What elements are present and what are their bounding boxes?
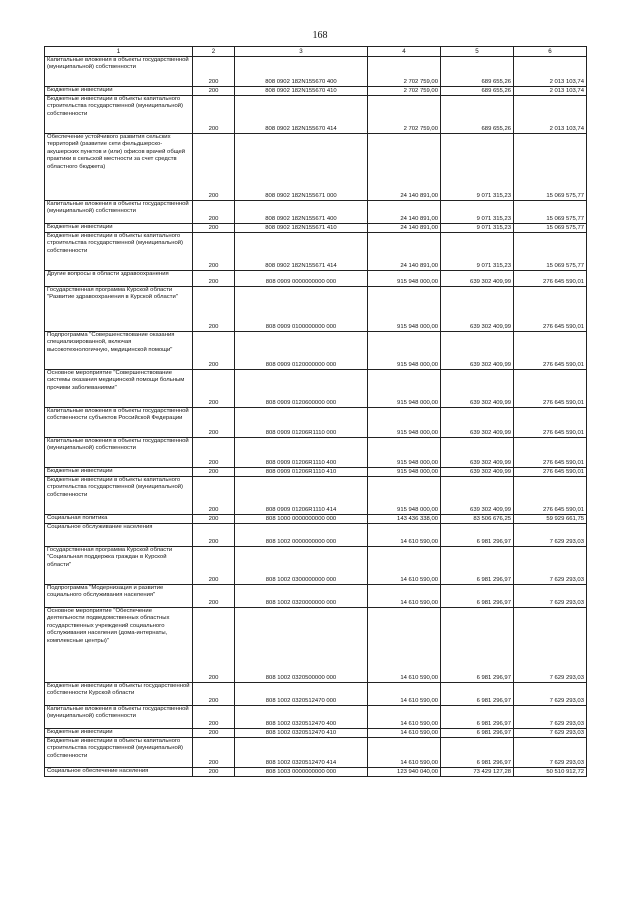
row-plan-cell: 14 610 590,00 [368, 547, 441, 585]
row-remainder-cell: 50 510 912,72 [514, 768, 587, 777]
table-row [45, 332, 587, 370]
table-row [45, 287, 587, 332]
row-ved-cell: 200 [193, 738, 235, 768]
row-remainder-cell: 7 629 293,03 [514, 547, 587, 585]
table-row [45, 738, 587, 768]
table-row [45, 608, 587, 683]
row-code-cell: 808 1002 0320512470 000 [235, 683, 368, 706]
row-ved-cell: 200 [193, 201, 235, 224]
row-name-cell: Другие вопросы в области здравоохранения [45, 271, 193, 287]
row-name-cell: Бюджетные инвестиции в объекты капитального строительства государственной (муниципальной) собственности [45, 477, 193, 515]
row-name-cell: Подпрограмма "Модернизация и развитие социального обслуживания населения" [45, 585, 193, 608]
row-executed-cell: 6 981 296,97 [441, 738, 514, 768]
row-executed-cell: 9 071 315,23 [441, 233, 514, 271]
row-name-cell: Обеспечение устойчивого развития сельских территорий (развитие сети фельдшерско-акушерских пунктов и (или) офисов врачей общей практики в сельской местности за счет средств областного бюджета) [45, 134, 193, 201]
column-header: 2 [193, 47, 235, 57]
row-ved-cell: 200 [193, 524, 235, 547]
row-plan-cell: 14 610 590,00 [368, 585, 441, 608]
row-remainder-cell: 2 013 103,74 [514, 96, 587, 134]
row-remainder-cell: 276 645 590,01 [514, 271, 587, 287]
row-code-cell: 808 1000 0000000000 000 [235, 515, 368, 524]
table-row [45, 271, 587, 287]
row-plan-cell: 915 948 000,00 [368, 332, 441, 370]
row-code-cell: 808 0902 182N155671 414 [235, 233, 368, 271]
row-name-cell: Социальное обеспечение населения [45, 768, 193, 777]
row-code-cell: 808 0909 0000000000 000 [235, 271, 368, 287]
column-header: 3 [235, 47, 368, 57]
row-name-cell: Бюджетные инвестиции в объекты капитального строительства государственной (муниципальной) собственности [45, 738, 193, 768]
column-header: 1 [45, 47, 193, 57]
column-header: 6 [514, 47, 587, 57]
row-plan-cell: 2 702 759,00 [368, 87, 441, 96]
table-row [45, 729, 587, 738]
row-plan-cell: 915 948 000,00 [368, 477, 441, 515]
row-remainder-cell: 276 645 590,01 [514, 477, 587, 515]
row-ved-cell: 200 [193, 224, 235, 233]
row-executed-cell: 689 655,26 [441, 96, 514, 134]
table-row [45, 585, 587, 608]
row-ved-cell: 200 [193, 585, 235, 608]
row-executed-cell: 639 302 409,99 [441, 477, 514, 515]
row-name-cell: Бюджетные инвестиции [45, 468, 193, 477]
row-code-cell: 808 1002 0320512470 410 [235, 729, 368, 738]
table-row [45, 477, 587, 515]
row-remainder-cell: 7 629 293,03 [514, 524, 587, 547]
row-code-cell: 808 0909 0100000000 000 [235, 287, 368, 332]
row-executed-cell: 73 429 127,28 [441, 768, 514, 777]
row-executed-cell: 6 981 296,97 [441, 547, 514, 585]
row-name-cell: Социальная политика [45, 515, 193, 524]
row-name-cell: Капитальные вложения в объекты государственной (муниципальной) собственности [45, 57, 193, 87]
row-ved-cell: 200 [193, 438, 235, 468]
row-code-cell: 808 0909 01206R1110 414 [235, 477, 368, 515]
row-executed-cell: 6 981 296,97 [441, 683, 514, 706]
row-ved-cell: 200 [193, 96, 235, 134]
header-row [45, 47, 587, 57]
row-plan-cell: 915 948 000,00 [368, 271, 441, 287]
row-executed-cell: 689 655,26 [441, 57, 514, 87]
row-name-cell: Капитальные вложения в объекты государственной (муниципальной) собственности [45, 706, 193, 729]
row-executed-cell: 6 981 296,97 [441, 524, 514, 547]
row-code-cell: 808 0902 182N155670 414 [235, 96, 368, 134]
table-row [45, 96, 587, 134]
row-remainder-cell: 59 929 661,75 [514, 515, 587, 524]
row-remainder-cell: 15 069 575,77 [514, 201, 587, 224]
row-code-cell: 808 1002 0300000000 000 [235, 547, 368, 585]
table-row [45, 233, 587, 271]
table-row [45, 370, 587, 408]
row-ved-cell: 200 [193, 768, 235, 777]
table-row [45, 134, 587, 201]
table-row [45, 524, 587, 547]
row-plan-cell: 915 948 000,00 [368, 287, 441, 332]
row-name-cell: Бюджетные инвестиции [45, 224, 193, 233]
row-remainder-cell: 276 645 590,01 [514, 468, 587, 477]
row-executed-cell: 689 655,26 [441, 87, 514, 96]
row-executed-cell: 639 302 409,99 [441, 468, 514, 477]
row-name-cell: Государственная программа Курской области "Социальная поддержка граждан в Курской области" [45, 547, 193, 585]
row-plan-cell: 14 610 590,00 [368, 608, 441, 683]
row-plan-cell: 14 610 590,00 [368, 524, 441, 547]
row-name-cell: Основное мероприятие "Обеспечение деятельности подведомственных областных государственных учреждений социального обслуживания населения (дома-интернаты, комплексные центры)" [45, 608, 193, 683]
row-ved-cell: 200 [193, 477, 235, 515]
row-code-cell: 808 0902 182N155670 400 [235, 57, 368, 87]
row-ved-cell: 200 [193, 468, 235, 477]
row-remainder-cell: 15 069 575,77 [514, 224, 587, 233]
table-row [45, 408, 587, 438]
row-remainder-cell: 7 629 293,03 [514, 706, 587, 729]
row-remainder-cell: 15 069 575,77 [514, 233, 587, 271]
table-row [45, 87, 587, 96]
row-executed-cell: 639 302 409,99 [441, 287, 514, 332]
row-ved-cell: 200 [193, 547, 235, 585]
row-name-cell: Государственная программа Курской области "Развитие здравоохранения в Курской области" [45, 287, 193, 332]
row-executed-cell: 9 071 315,23 [441, 224, 514, 233]
row-plan-cell: 14 610 590,00 [368, 706, 441, 729]
row-ved-cell: 200 [193, 706, 235, 729]
row-code-cell: 808 0902 182N155671 000 [235, 134, 368, 201]
row-executed-cell: 6 981 296,97 [441, 585, 514, 608]
row-name-cell: Бюджетные инвестиции в объекты капитального строительства государственной (муниципальной) собственности [45, 96, 193, 134]
table-row [45, 57, 587, 87]
column-header: 4 [368, 47, 441, 57]
row-plan-cell: 14 610 590,00 [368, 683, 441, 706]
row-plan-cell: 123 940 040,00 [368, 768, 441, 777]
row-code-cell: 808 0902 182N155670 410 [235, 87, 368, 96]
row-remainder-cell: 2 013 103,74 [514, 57, 587, 87]
row-remainder-cell: 7 629 293,03 [514, 729, 587, 738]
row-plan-cell: 915 948 000,00 [368, 468, 441, 477]
row-executed-cell: 6 981 296,97 [441, 729, 514, 738]
column-header: 5 [441, 47, 514, 57]
row-plan-cell: 24 140 891,00 [368, 134, 441, 201]
row-ved-cell: 200 [193, 134, 235, 201]
row-name-cell: Подпрограмма "Совершенствование оказания специализированной, включая высокотехнологичную, медицинской помощи" [45, 332, 193, 370]
table-row [45, 683, 587, 706]
row-plan-cell: 2 702 759,00 [368, 57, 441, 87]
row-code-cell: 808 0902 182N155671 400 [235, 201, 368, 224]
table-row [45, 768, 587, 777]
row-ved-cell: 200 [193, 287, 235, 332]
table-row [45, 224, 587, 233]
row-remainder-cell: 7 629 293,03 [514, 683, 587, 706]
row-executed-cell: 639 302 409,99 [441, 271, 514, 287]
row-remainder-cell: 2 013 103,74 [514, 87, 587, 96]
row-remainder-cell: 276 645 590,01 [514, 438, 587, 468]
row-ved-cell: 200 [193, 57, 235, 87]
row-name-cell: Бюджетные инвестиции [45, 87, 193, 96]
row-executed-cell: 6 981 296,97 [441, 706, 514, 729]
row-plan-cell: 915 948 000,00 [368, 438, 441, 468]
row-executed-cell: 83 506 676,25 [441, 515, 514, 524]
row-code-cell: 808 1003 0000000000 000 [235, 768, 368, 777]
row-name-cell: Капитальные вложения в объекты государственной собственности субъектов Российской Федерации [45, 408, 193, 438]
row-plan-cell: 14 610 590,00 [368, 738, 441, 768]
row-plan-cell: 915 948 000,00 [368, 370, 441, 408]
row-ved-cell: 200 [193, 332, 235, 370]
row-plan-cell: 2 702 759,00 [368, 96, 441, 134]
row-code-cell: 808 1002 0320500000 000 [235, 608, 368, 683]
table-row [45, 515, 587, 524]
row-name-cell: Бюджетные инвестиции в объекты капитального строительства государственной (муниципальной) собственности [45, 233, 193, 271]
row-name-cell: Капитальные вложения в объекты государственной (муниципальной) собственности [45, 438, 193, 468]
row-ved-cell: 200 [193, 515, 235, 524]
row-code-cell: 808 1002 0320512470 414 [235, 738, 368, 768]
row-code-cell: 808 1002 0320000000 000 [235, 585, 368, 608]
table-row [45, 468, 587, 477]
row-executed-cell: 9 071 315,23 [441, 134, 514, 201]
row-executed-cell: 639 302 409,99 [441, 408, 514, 438]
row-ved-cell: 200 [193, 608, 235, 683]
row-code-cell: 808 1002 0320512470 400 [235, 706, 368, 729]
budget-table [44, 46, 587, 777]
page-number: 168 [312, 30, 328, 41]
row-name-cell: Бюджетные инвестиции [45, 729, 193, 738]
row-executed-cell: 6 981 296,97 [441, 608, 514, 683]
row-name-cell: Капитальные вложения в объекты государственной (муниципальной) собственности [45, 201, 193, 224]
row-remainder-cell: 15 069 575,77 [514, 134, 587, 201]
row-plan-cell: 24 140 891,00 [368, 224, 441, 233]
row-code-cell: 808 0909 01206R1110 400 [235, 438, 368, 468]
row-code-cell: 808 0909 01206R1110 410 [235, 468, 368, 477]
row-remainder-cell: 7 629 293,03 [514, 585, 587, 608]
table-row [45, 438, 587, 468]
row-ved-cell: 200 [193, 271, 235, 287]
row-remainder-cell: 276 645 590,01 [514, 332, 587, 370]
row-remainder-cell: 276 645 590,01 [514, 408, 587, 438]
row-name-cell: Социальное обслуживание населения [45, 524, 193, 547]
row-name-cell: Основное мероприятие "Совершенствование системы оказания медицинской помощи больным прочими заболеваниями" [45, 370, 193, 408]
row-remainder-cell: 276 645 590,01 [514, 370, 587, 408]
row-ved-cell: 200 [193, 370, 235, 408]
row-code-cell: 808 0909 0120000000 000 [235, 332, 368, 370]
row-plan-cell: 915 948 000,00 [368, 408, 441, 438]
row-plan-cell: 143 436 338,00 [368, 515, 441, 524]
row-name-cell: Бюджетные инвестиции в объекты государственной собственности Курской области [45, 683, 193, 706]
row-ved-cell: 200 [193, 408, 235, 438]
row-plan-cell: 24 140 891,00 [368, 201, 441, 224]
table-row [45, 547, 587, 585]
row-executed-cell: 639 302 409,99 [441, 370, 514, 408]
table-row [45, 706, 587, 729]
row-ved-cell: 200 [193, 87, 235, 96]
row-code-cell: 808 0909 0120600000 000 [235, 370, 368, 408]
row-executed-cell: 639 302 409,99 [441, 438, 514, 468]
row-code-cell: 808 0902 182N155671 410 [235, 224, 368, 233]
row-plan-cell: 14 610 590,00 [368, 729, 441, 738]
row-code-cell: 808 0909 01206R1110 000 [235, 408, 368, 438]
row-executed-cell: 639 302 409,99 [441, 332, 514, 370]
row-remainder-cell: 276 645 590,01 [514, 287, 587, 332]
row-remainder-cell: 7 629 293,03 [514, 608, 587, 683]
row-ved-cell: 200 [193, 729, 235, 738]
table-row [45, 201, 587, 224]
row-code-cell: 808 1002 0000000000 000 [235, 524, 368, 547]
row-ved-cell: 200 [193, 683, 235, 706]
row-remainder-cell: 7 629 293,03 [514, 738, 587, 768]
row-ved-cell: 200 [193, 233, 235, 271]
row-plan-cell: 24 140 891,00 [368, 233, 441, 271]
row-executed-cell: 9 071 315,23 [441, 201, 514, 224]
